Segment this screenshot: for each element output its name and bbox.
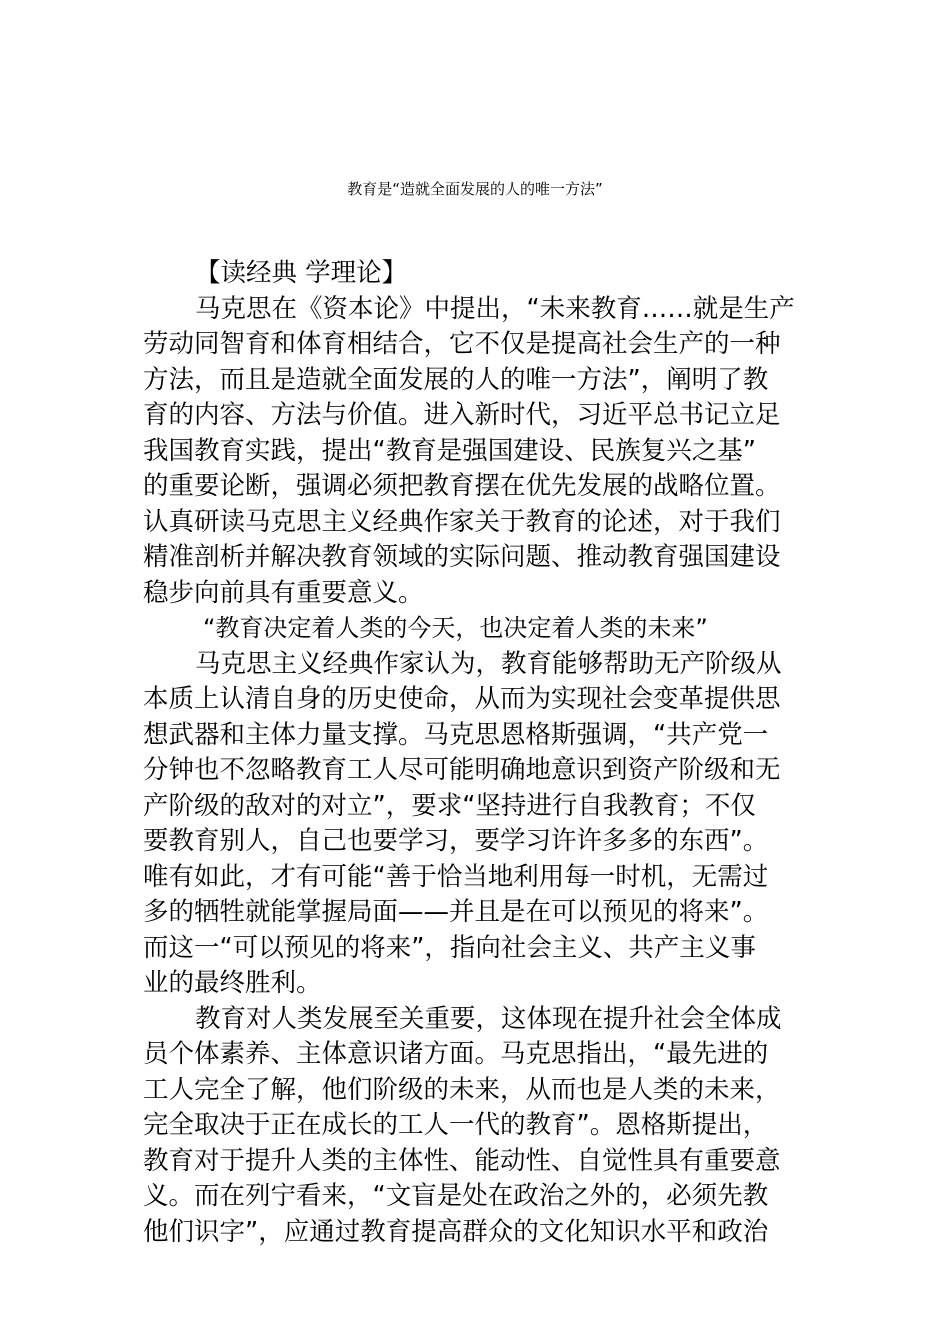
- text-line: 的重要论断，强调必须把教育摆在优先发展的战略位置。: [143, 471, 781, 501]
- text-line: 要教育别人，自己也要学习，要学习许许多多的东西”。: [143, 826, 769, 856]
- text-line: 马克思主义经典作家认为，教育能够帮助无产阶级从: [195, 648, 782, 679]
- text-line: 教育对人类发展至关重要，这体现在提升社会全体成: [195, 1003, 782, 1034]
- text-line: 义。而在列宁看来，“文盲是处在政治之外的，必须先教: [143, 1181, 769, 1211]
- document-title: 教育是“造就全面发展的人的唯一方法”: [347, 180, 603, 198]
- text-line: 想武器和主体力量支撑。马克思恩格斯强调，“共产党一: [143, 719, 769, 750]
- text-line: 多的牺牲就能掌握局面——并且是在可以预见的将来”。: [143, 897, 769, 927]
- text-line: 他们识字”，应通过教育提高群众的文化知识水平和政治: [143, 1216, 769, 1247]
- text-line: 教育对于提升人类的主体性、能动性、自觉性具有重要意: [143, 1145, 781, 1176]
- text-line: 分钟也不忽略教育工人尽可能明确地意识到资产阶级和无: [143, 755, 781, 785]
- text-line: 工人完全了解，他们阶级的未来，从而也是人类的未来，: [143, 1074, 781, 1105]
- text-line: 员个体素养、主体意识诸方面。马克思指出，“最先进的: [143, 1039, 769, 1069]
- text-line: 而这一“可以预见的将来”，指向社会主义、共产主义事: [143, 932, 756, 963]
- section-label: 【读经典 学理论】: [195, 258, 408, 288]
- text-line: 本质上认清自身的历史使命，从而为实现社会变革提供思: [143, 684, 781, 714]
- text-line: 马克思在《资本论》中提出，“未来教育……就是生产: [195, 293, 795, 324]
- text-line: 我国教育实践，提出“教育是强国建设、民族复兴之基”: [143, 435, 756, 466]
- text-line: 稳步向前具有重要意义。: [143, 577, 424, 608]
- text-line: 业的最终胜利。: [143, 968, 322, 998]
- subheading: “教育决定着人类的今天，也决定着人类的未来”: [203, 614, 708, 642]
- document-body: [143, 256, 807, 1250]
- text-line: 产阶级的敌对的对立”，要求“坚持进行自我教育；不仅: [143, 790, 756, 821]
- text-line: 完全取决于正在成长的工人一代的教育”。恩格斯提出，: [143, 1110, 769, 1140]
- text-line: 育的内容、方法与价值。进入新时代，习近平总书记立足: [143, 400, 781, 430]
- text-line: 唯有如此，才有可能“善于恰当地利用每一时机，无需过: [143, 861, 769, 892]
- text-line: 劳动同智育和体育相结合，它不仅是提高社会生产的一种: [143, 329, 781, 359]
- text-line: 方法，而且是造就全面发展的人的唯一方法”，阐明了教: [143, 364, 769, 395]
- text-line: 认真研读马克思主义经典作家关于教育的论述，对于我们: [143, 506, 781, 537]
- text-line: 精准剖析并解决教育领域的实际问题、推动教育强国建设: [143, 542, 781, 572]
